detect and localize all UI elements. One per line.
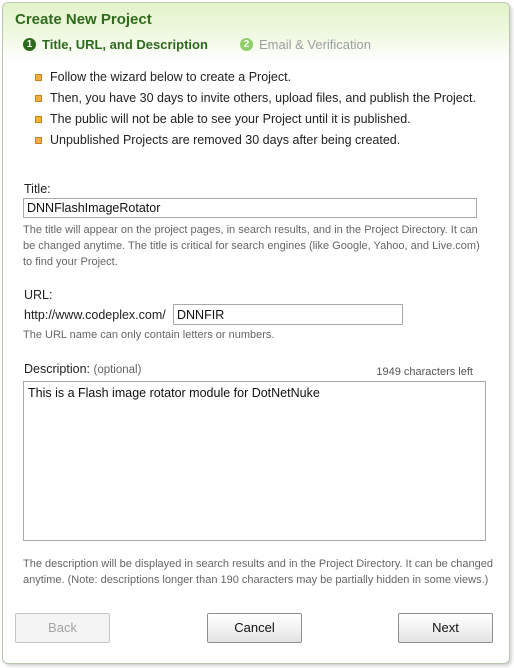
title-input[interactable] — [23, 198, 477, 218]
url-name-input[interactable] — [173, 304, 403, 325]
description-help-text: The description will be displayed in search results and in the Project Directory. It can be changed anytime. (Note: descriptions longer than 190 characters may be partially hidden in some views.) — [23, 558, 493, 586]
step-2-label: Email & Verification — [259, 37, 371, 52]
list-item: Unpublished Projects are removed 30 days after being created. — [29, 132, 479, 148]
step-2-number-icon: 2 — [240, 38, 253, 51]
optional-tag: (optional) — [93, 364, 142, 376]
character-counter: 1949 characters left — [376, 366, 473, 378]
step-1 — [23, 37, 208, 52]
create-project-panel — [2, 2, 510, 664]
panel-header — [3, 3, 509, 61]
list-item: Then, you have 30 days to invite others, upload files, and publish the Project. — [29, 90, 479, 106]
url-help-text: The URL name can only contain letters or numbers. — [23, 329, 275, 341]
url-label: URL: — [24, 288, 53, 302]
list-item: The public will not be able to see your Project until it is published. — [29, 111, 479, 127]
description-textarea[interactable] — [23, 381, 486, 541]
next-button[interactable]: Next — [398, 613, 493, 643]
bullet-icon — [35, 95, 42, 102]
bullet-icon — [35, 74, 42, 81]
step-1-label: Title, URL, and Description — [42, 37, 208, 52]
instructions-list — [29, 69, 479, 153]
list-item: Follow the wizard below to create a Project. — [29, 69, 479, 85]
cancel-button[interactable]: Cancel — [207, 613, 302, 643]
url-prefix: http://www.codeplex.com/ — [24, 308, 166, 322]
page-title: Create New Project — [15, 11, 152, 28]
description-label: Description: (optional) — [24, 362, 142, 376]
bullet-icon — [35, 137, 42, 144]
title-help-text: The title will appear on the project pages, in search results, and in the Project Directory. It can be changed anytime. The title is critical for search engines (like Google, Yahoo, and Live.com) to find your Project. — [23, 224, 480, 268]
back-button[interactable]: Back — [15, 613, 110, 643]
bullet-icon — [35, 116, 42, 123]
title-label: Title: — [24, 182, 51, 196]
step-1-number-icon: 1 — [23, 38, 36, 51]
step-2 — [240, 37, 371, 52]
